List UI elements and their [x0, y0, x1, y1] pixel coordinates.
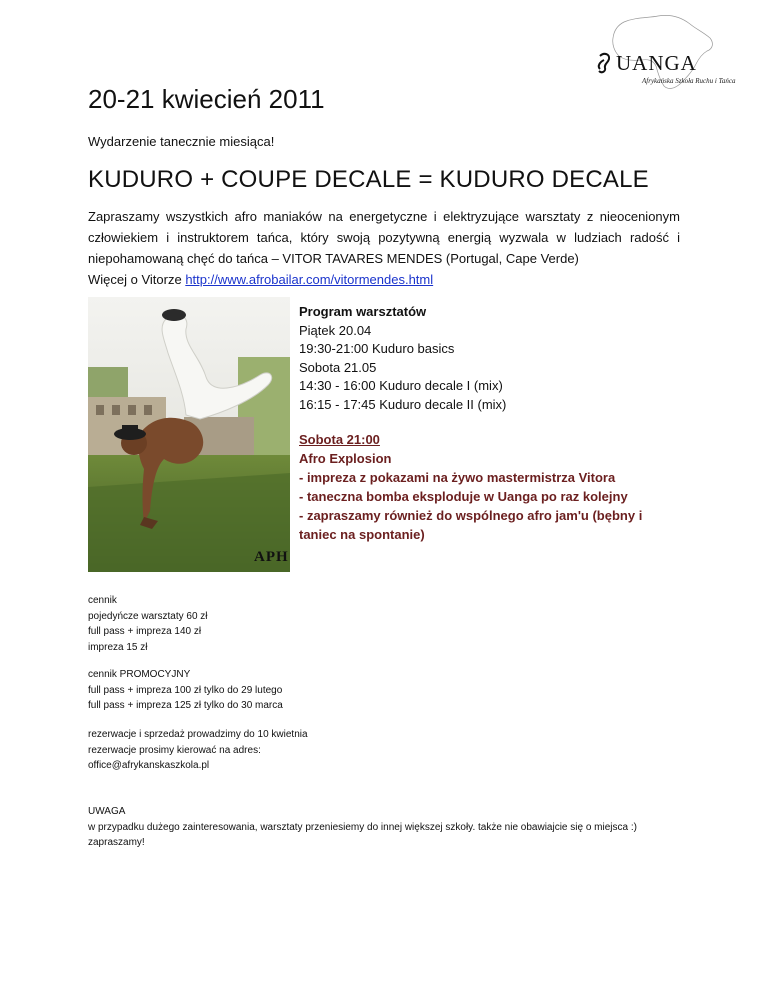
program-line: 14:30 - 16:00 Kuduro decale I (mix) — [299, 378, 503, 393]
party-line: - taneczna bomba eksploduje w Uanga po raz kolejny — [299, 489, 628, 504]
pricing-line: impreza 15 zł — [88, 641, 148, 653]
program-line: Sobota 21.05 — [299, 359, 377, 375]
event-title: KUDURO + COUPE DECALE = KUDURO DECALE — [88, 166, 649, 193]
reservations-section — [88, 727, 308, 774]
program-line: 16:15 - 17:45 Kuduro decale II (mix) — [299, 396, 507, 412]
program-line: 19:30-21:00 Kuduro basics — [299, 341, 455, 356]
party-section — [299, 430, 679, 544]
reservation-line: rezerwacje prosimy kierować na adres: — [88, 744, 261, 756]
program-heading: Program warsztatów — [299, 304, 427, 319]
notice-line: w przypadku dużego zainteresowania, warsztaty przeniesiemy do innej większej szkoły. także nie obawiajcie się o miejsca :) — [88, 821, 637, 833]
pricing-line: full pass + impreza 140 zł — [88, 626, 202, 637]
event-subtitle: Wydarzenie tanecznie miesiąca! — [88, 134, 275, 149]
promo-line: cennik PROMOCYJNY — [88, 669, 191, 680]
logo-name: UANGA — [616, 51, 697, 75]
reservation-email: office@afrykanskaszkola.pl — [88, 760, 210, 771]
program-line: Piątek 20.04 — [299, 322, 372, 338]
more-info-label: Więcej o Vitorze — [88, 272, 182, 287]
artist-link[interactable]: http://www.afrobailar.com/vitormendes.html — [185, 272, 434, 287]
promo-pricing-section — [88, 667, 283, 714]
uanga-logo — [586, 14, 736, 94]
logo-tagline: Afrykańska Szkoła Ruchu i Tańca — [642, 77, 736, 85]
promo-line: full pass + impreza 125 zł tylko do 30 marca — [88, 700, 283, 711]
reservation-line: rezerwacje i sprzedaż prowadzimy do 10 kwietnia — [88, 729, 308, 740]
notice-section — [88, 804, 637, 851]
promo-line: full pass + impreza 100 zł tylko do 29 lutego — [88, 684, 283, 696]
intro-paragraph: Zapraszamy wszystkich afro maniaków na energetyczne i elektryzujące warsztaty z nieocenionym człowiekiem i instruktorem tańca, który swoją pozytywną energią wyzwala w ludziach radość i niepohamowaną chęć do tańca – VITOR TAVARES MENDES (Portugal, Cape Verde) — [88, 209, 680, 266]
more-info-line — [88, 272, 433, 287]
dancer-photo — [88, 297, 290, 572]
pricing-line: pojedyńcze warsztaty 60 zł — [88, 610, 208, 622]
pricing-line: cennik — [88, 595, 117, 606]
notice-line: zapraszamy! — [88, 837, 145, 848]
date-title: 20-21 kwiecień 2011 — [88, 84, 325, 114]
party-heading: Sobota 21:00 — [299, 432, 380, 447]
dancer-photo-image — [88, 297, 290, 572]
party-line: Afro Explosion — [299, 451, 392, 466]
notice-heading: UWAGA — [88, 806, 126, 817]
photo-watermark: APH — [254, 549, 289, 565]
party-line: - impreza z pokazami na żywo mastermistrza Vitora — [299, 470, 616, 485]
pricing-section — [88, 593, 208, 655]
party-line: - zapraszamy również do wspólnego afro jam'u (bębny i taniec na spontanie) — [299, 508, 643, 542]
program-section — [299, 303, 506, 414]
